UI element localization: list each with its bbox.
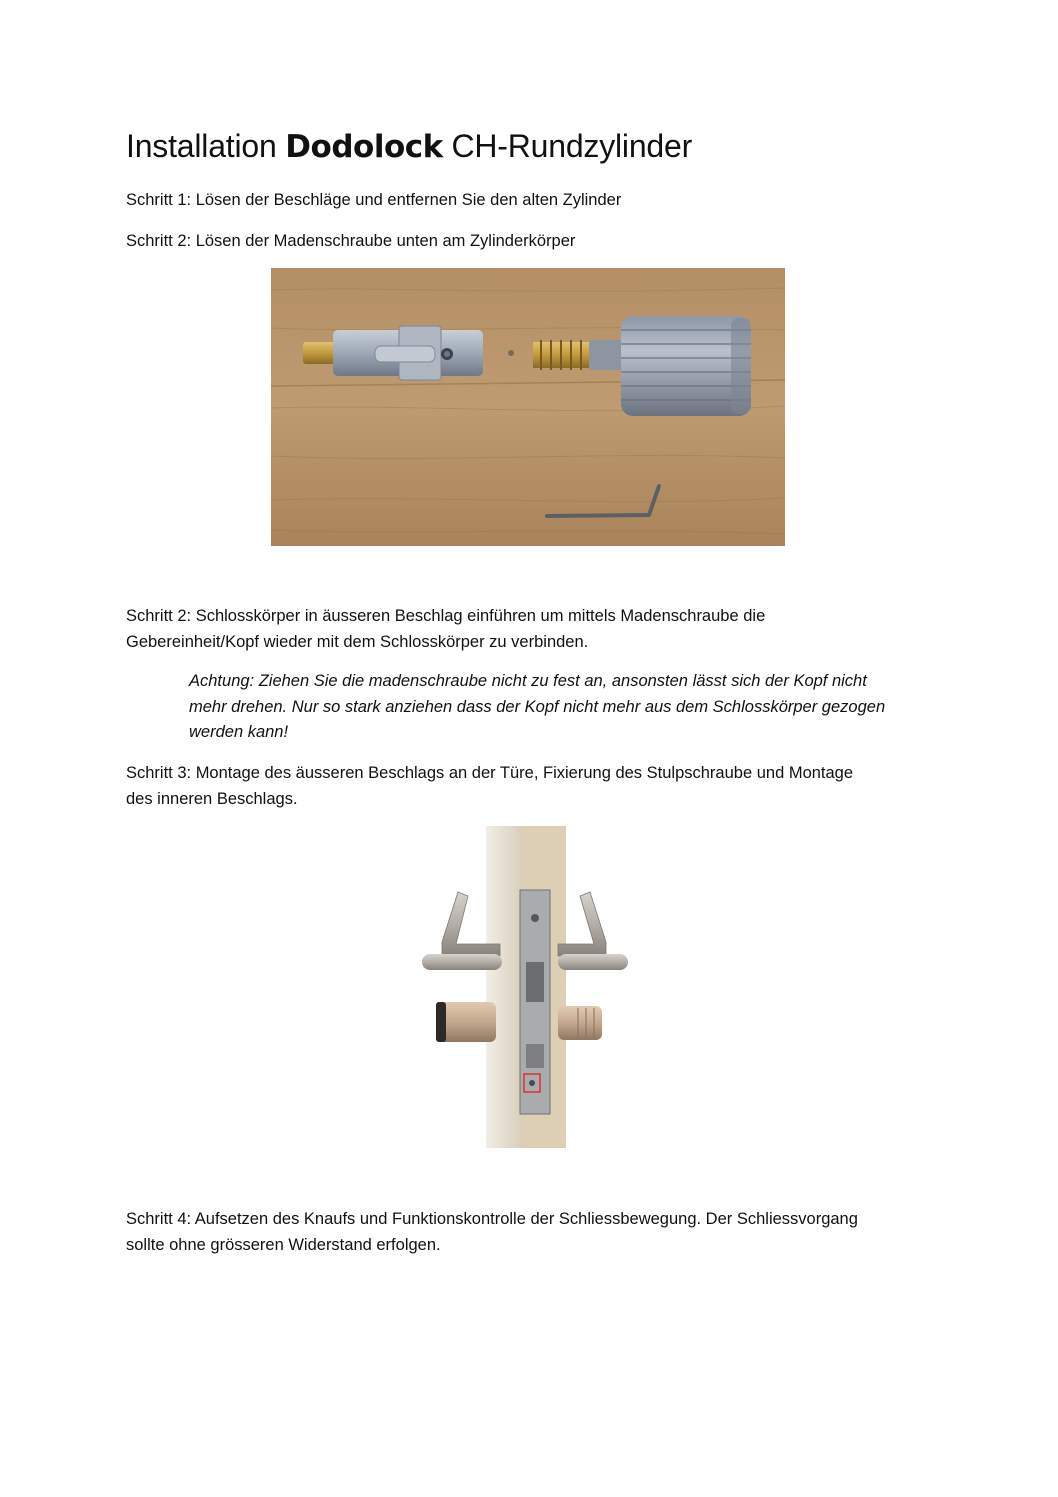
- step-2-insert-line-2: Gebereinheit/Kopf wieder mit dem Schlosskörper zu verbinden.: [126, 633, 589, 651]
- door-mounted-lock-photo: [418, 826, 632, 1148]
- step-3-line-2: des inneren Beschlags.: [126, 790, 298, 808]
- title-prefix: Installation: [126, 128, 277, 164]
- step-3-line-1: Schritt 3: Montage des äusseren Beschlags an der Türe, Fixierung des Stulpschraube und Montage: [126, 764, 854, 782]
- warning-line-1: Achtung: Ziehen Sie die madenschraube nicht zu fest an, ansonsten lässt sich der Kopf nicht: [189, 672, 867, 690]
- step-2-insert-line-1: Schritt 2: Schlosskörper in äusseren Beschlag einführen um mittels Madenschraube die: [126, 607, 766, 625]
- brand-logo-text: Dodolock: [285, 129, 443, 165]
- page-title: [126, 128, 692, 165]
- step-4-line-1: Schritt 4: Aufsetzen des Knaufs und Funktionskontrolle der Schliessbewegung. Der Schliessvorgang: [126, 1210, 858, 1228]
- step-4-line-2: sollte ohne grösseren Widerstand erfolgen.: [126, 1236, 441, 1254]
- step-2-loosen-text: Schritt 2: Lösen der Madenschraube unten am Zylinderkörper: [126, 232, 576, 250]
- title-suffix: CH-Rundzylinder: [451, 128, 693, 164]
- warning-line-2: mehr drehen. Nur so stark anziehen dass der Kopf nicht mehr aus dem Schlosskörper gezogen: [189, 698, 886, 716]
- step-1-text: Schritt 1: Lösen der Beschläge und entfernen Sie den alten Zylinder: [126, 191, 622, 209]
- cylinder-disassembled-photo: [271, 268, 785, 546]
- warning-line-3: werden kann!: [189, 723, 289, 741]
